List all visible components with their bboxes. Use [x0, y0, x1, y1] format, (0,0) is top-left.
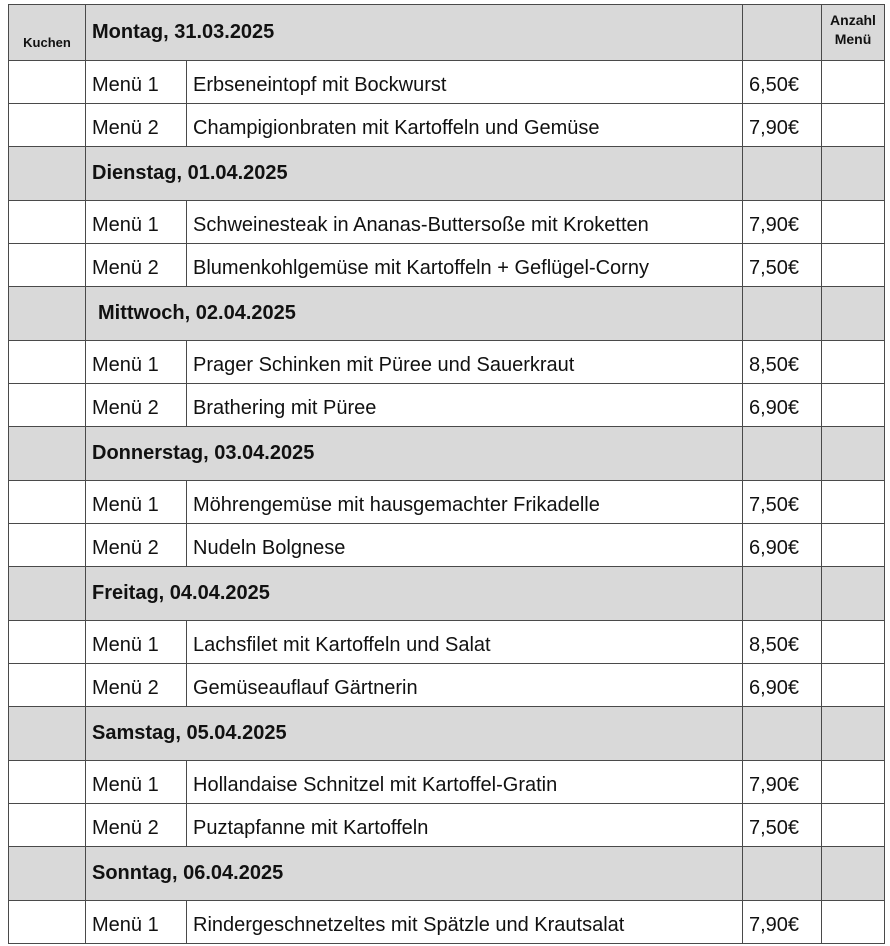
table-row	[9, 244, 885, 287]
dish-price: 7,90€	[743, 761, 822, 804]
table-row	[9, 341, 885, 384]
menu-number: Menü 2	[86, 244, 187, 287]
anzahl-cell[interactable]	[822, 61, 885, 104]
kuchen-cell[interactable]	[9, 341, 86, 384]
anzahl-cell-empty	[822, 427, 885, 481]
anzahl-cell[interactable]	[822, 804, 885, 847]
price-cell-empty	[743, 427, 822, 481]
menu-sheet	[8, 4, 884, 944]
dish-name: Nudeln Bolgnese	[187, 524, 743, 567]
table-row	[9, 481, 885, 524]
table-row	[9, 761, 885, 804]
dish-name: Lachsfilet mit Kartoffeln und Salat	[187, 621, 743, 664]
dish-price: 7,50€	[743, 804, 822, 847]
dish-price: 6,90€	[743, 664, 822, 707]
table-row	[9, 104, 885, 147]
menu-number: Menü 1	[86, 201, 187, 244]
kuchen-cell[interactable]	[9, 761, 86, 804]
table-row	[9, 664, 885, 707]
kuchen-cell	[9, 287, 86, 341]
menu-number: Menü 1	[86, 621, 187, 664]
anzahl-cell[interactable]	[822, 104, 885, 147]
menu-number: Menü 1	[86, 341, 187, 384]
anzahl-line-2: Menü	[834, 31, 872, 47]
kuchen-column-header: Kuchen	[9, 5, 86, 61]
weekly-menu-table	[8, 4, 885, 944]
table-row	[9, 621, 885, 664]
kuchen-cell[interactable]	[9, 481, 86, 524]
anzahl-cell[interactable]	[822, 761, 885, 804]
price-cell-empty	[743, 287, 822, 341]
kuchen-cell[interactable]	[9, 901, 86, 944]
price-cell-empty	[743, 567, 822, 621]
dish-price: 7,90€	[743, 201, 822, 244]
menu-number: Menü 1	[86, 761, 187, 804]
menu-number: Menü 2	[86, 104, 187, 147]
dish-price: 6,90€	[743, 524, 822, 567]
day-row	[9, 847, 885, 901]
dish-price: 6,50€	[743, 61, 822, 104]
anzahl-cell-empty	[822, 847, 885, 901]
dish-name: Brathering mit Püree	[187, 384, 743, 427]
dish-name: Puztapfanne mit Kartoffeln	[187, 804, 743, 847]
kuchen-cell	[9, 567, 86, 621]
menu-number: Menü 2	[86, 804, 187, 847]
dish-name: Schweinesteak in Ananas-Buttersoße mit Kroketten	[187, 201, 743, 244]
anzahl-cell[interactable]	[822, 341, 885, 384]
price-cell-empty	[743, 847, 822, 901]
day-heading: Samstag, 05.04.2025	[86, 707, 743, 761]
kuchen-cell[interactable]	[9, 104, 86, 147]
day-row	[9, 707, 885, 761]
dish-name: Möhrengemüse mit hausgemachter Frikadelle	[187, 481, 743, 524]
menu-number: Menü 1	[86, 901, 187, 944]
menu-number: Menü 1	[86, 481, 187, 524]
day-heading: Montag, 31.03.2025	[86, 5, 743, 61]
dish-name: Champigionbraten mit Kartoffeln und Gemüse	[187, 104, 743, 147]
price-cell-empty	[743, 5, 822, 61]
kuchen-cell[interactable]	[9, 621, 86, 664]
anzahl-cell-empty	[822, 287, 885, 341]
dish-price: 7,50€	[743, 481, 822, 524]
menu-number: Menü 1	[86, 61, 187, 104]
day-heading: Mittwoch, 02.04.2025	[86, 287, 743, 341]
kuchen-cell[interactable]	[9, 384, 86, 427]
anzahl-cell[interactable]	[822, 664, 885, 707]
day-heading: Donnerstag, 03.04.2025	[86, 427, 743, 481]
dish-price: 7,90€	[743, 901, 822, 944]
kuchen-cell[interactable]	[9, 244, 86, 287]
day-heading: Dienstag, 01.04.2025	[86, 147, 743, 201]
day-row	[9, 287, 885, 341]
anzahl-cell-empty	[822, 567, 885, 621]
menu-number: Menü 2	[86, 664, 187, 707]
kuchen-cell	[9, 147, 86, 201]
dish-name: Gemüseauflauf Gärtnerin	[187, 664, 743, 707]
kuchen-cell[interactable]	[9, 201, 86, 244]
dish-name: Rindergeschnetzeltes mit Spätzle und Krautsalat	[187, 901, 743, 944]
kuchen-cell	[9, 847, 86, 901]
price-cell-empty	[743, 707, 822, 761]
dish-price: 8,50€	[743, 621, 822, 664]
dish-price: 6,90€	[743, 384, 822, 427]
dish-name: Prager Schinken mit Püree und Sauerkraut	[187, 341, 743, 384]
anzahl-cell[interactable]	[822, 244, 885, 287]
kuchen-cell[interactable]	[9, 61, 86, 104]
anzahl-cell[interactable]	[822, 901, 885, 944]
kuchen-cell[interactable]	[9, 804, 86, 847]
day-row	[9, 147, 885, 201]
table-row	[9, 61, 885, 104]
anzahl-cell-empty	[822, 707, 885, 761]
kuchen-cell[interactable]	[9, 664, 86, 707]
day-row	[9, 427, 885, 481]
table-row	[9, 201, 885, 244]
dish-price: 7,50€	[743, 244, 822, 287]
table-row	[9, 384, 885, 427]
menu-number: Menü 2	[86, 524, 187, 567]
anzahl-cell[interactable]	[822, 481, 885, 524]
anzahl-cell[interactable]	[822, 201, 885, 244]
day-row	[9, 567, 885, 621]
anzahl-line-1: Anzahl	[830, 12, 876, 28]
anzahl-cell[interactable]	[822, 621, 885, 664]
table-row	[9, 524, 885, 567]
table-row	[9, 804, 885, 847]
dish-name: Blumenkohlgemüse mit Kartoffeln + Geflügel-Corny	[187, 244, 743, 287]
price-cell-empty	[743, 147, 822, 201]
dish-name: Erbseneintopf mit Bockwurst	[187, 61, 743, 104]
day-heading: Freitag, 04.04.2025	[86, 567, 743, 621]
dish-price: 8,50€	[743, 341, 822, 384]
day-heading: Sonntag, 06.04.2025	[86, 847, 743, 901]
kuchen-cell	[9, 427, 86, 481]
anzahl-cell[interactable]	[822, 384, 885, 427]
dish-price: 7,90€	[743, 104, 822, 147]
anzahl-cell-empty	[822, 147, 885, 201]
table-row	[9, 901, 885, 944]
kuchen-cell	[9, 707, 86, 761]
kuchen-cell[interactable]	[9, 524, 86, 567]
table-header-row	[9, 5, 885, 61]
dish-name: Hollandaise Schnitzel mit Kartoffel-Gratin	[187, 761, 743, 804]
anzahl-menu-column-header	[822, 5, 885, 61]
anzahl-cell[interactable]	[822, 524, 885, 567]
menu-number: Menü 2	[86, 384, 187, 427]
